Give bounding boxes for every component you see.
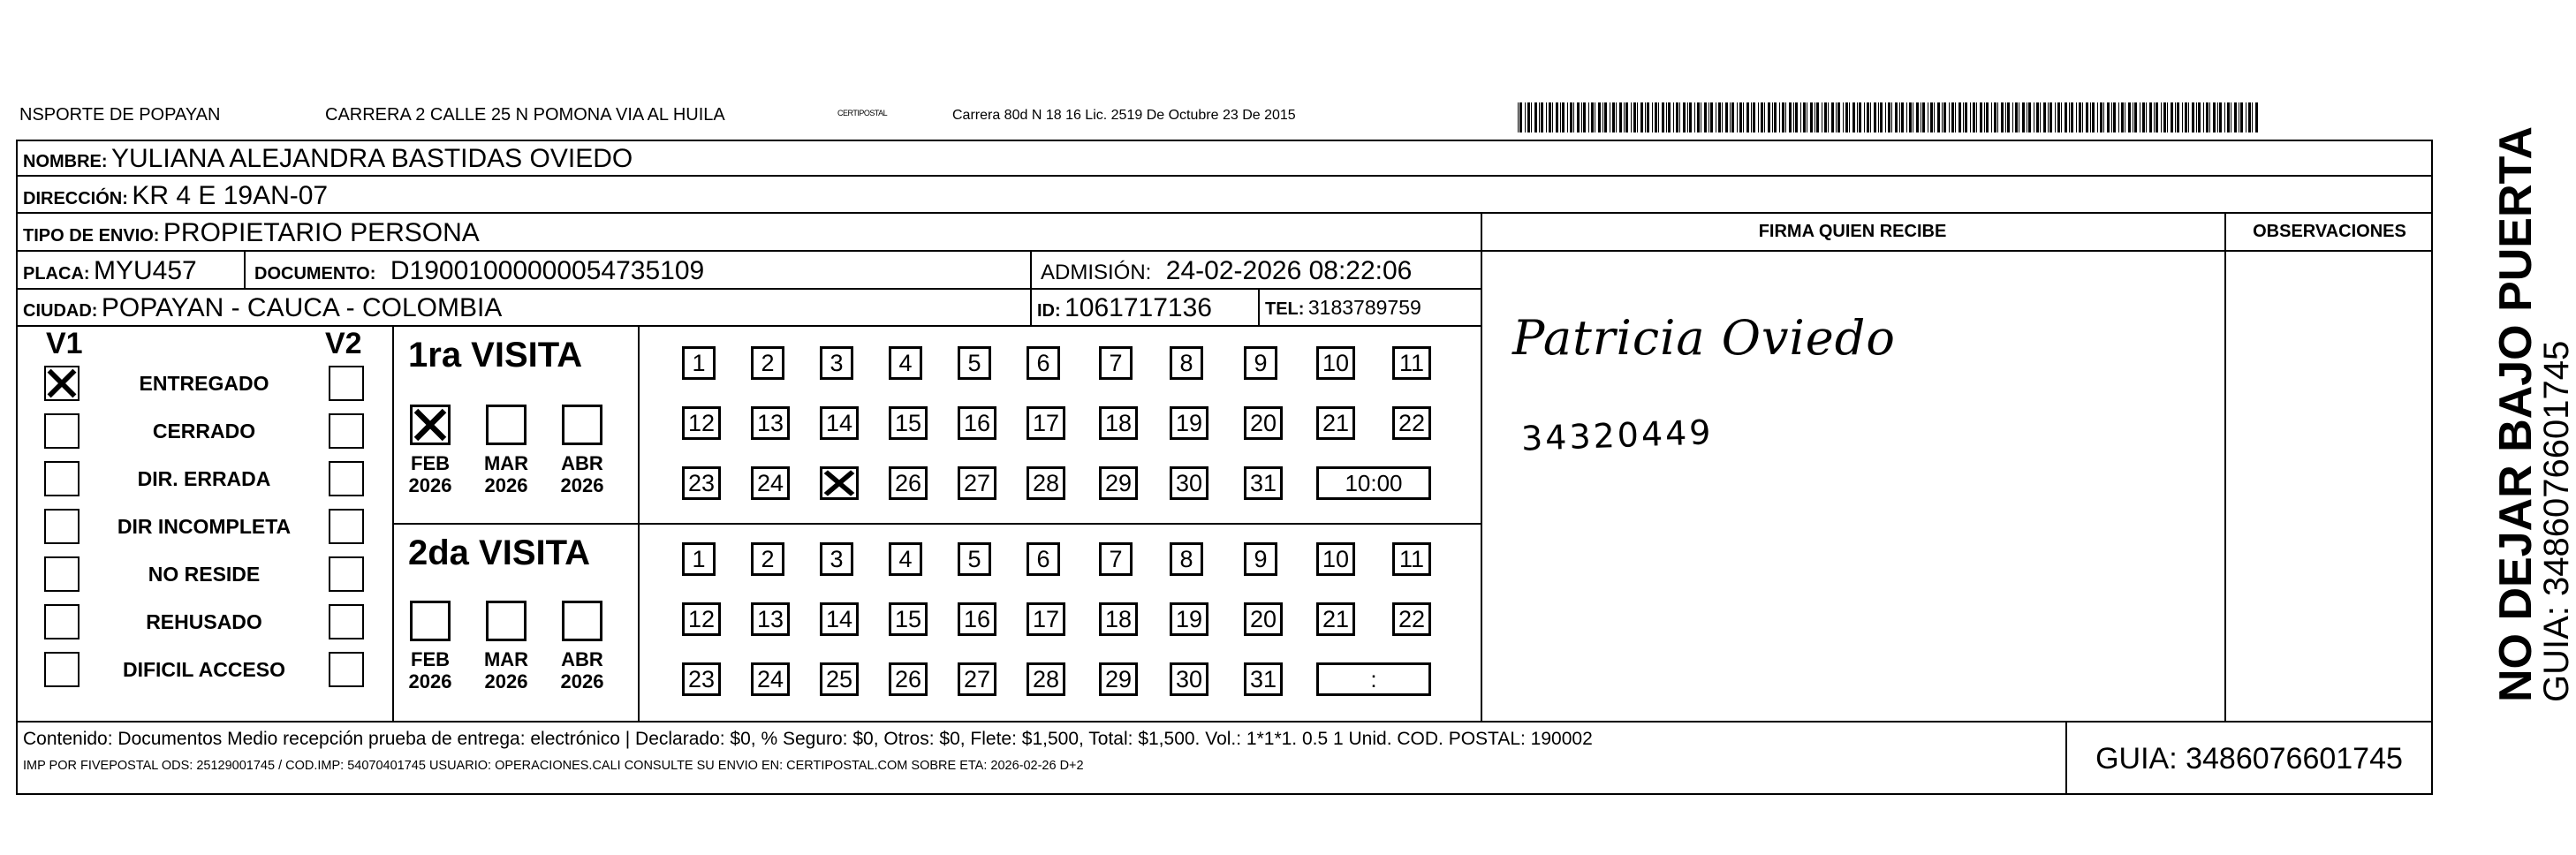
month-year: 2026 xyxy=(408,474,452,497)
v2-checkbox[interactable] xyxy=(329,604,364,639)
month-year: 2026 xyxy=(560,670,604,693)
rule-row5 xyxy=(16,325,1481,327)
admission-row xyxy=(1041,258,1412,284)
visit1-title: 1ra VISITA xyxy=(408,336,583,375)
v1-checkbox[interactable] xyxy=(44,556,80,592)
month-checkbox[interactable] xyxy=(410,405,451,445)
day-box[interactable]: 29 xyxy=(1099,466,1138,500)
month-checkbox[interactable] xyxy=(410,601,451,641)
day-box[interactable]: 3 xyxy=(820,346,853,380)
month-label xyxy=(468,452,544,497)
day-box[interactable]: 20 xyxy=(1244,602,1283,636)
footer-content: Contenido: Documentos Medio recepción prueba de entrega: electrónico | Declarado: $0, % Seguro: $0, Otros: $0, Flete: $1,500, Total: $1,500. Vol.: 1*1*1. 0.5 1 Unid. COD. POSTAL: 190002 xyxy=(23,729,1593,749)
side-warning: NO DEJAR BAJO PUERTA xyxy=(2490,125,2542,702)
visit2-title: 2da VISITA xyxy=(408,533,590,572)
type-row xyxy=(23,220,480,246)
rule-row1 xyxy=(16,175,2433,177)
day-box[interactable]: 15 xyxy=(889,602,928,636)
guia-number: GUIA: 3486076601745 xyxy=(2095,742,2403,776)
month-year: 2026 xyxy=(484,474,528,497)
day-box[interactable]: 23 xyxy=(682,466,721,500)
rule-tel-split xyxy=(1258,288,1260,325)
day-box[interactable]: 18 xyxy=(1099,406,1138,440)
barcode xyxy=(1518,102,2262,132)
rule-row3 xyxy=(16,250,1481,252)
day-box[interactable]: 31 xyxy=(1244,662,1283,696)
day-box[interactable]: 7 xyxy=(1099,542,1133,576)
plate-row xyxy=(23,258,197,284)
day-box[interactable]: 26 xyxy=(889,466,928,500)
id-row xyxy=(1037,295,1212,322)
month-name: FEB xyxy=(411,452,450,474)
type-label: TIPO DE ENVIO: xyxy=(23,226,160,246)
v2-checkbox[interactable] xyxy=(329,366,364,401)
admission-value: 24-02-2026 08:22:06 xyxy=(1165,256,1413,285)
day-box[interactable]: 5 xyxy=(958,542,991,576)
document-value: D19001000000054735109 xyxy=(390,256,705,285)
day-box[interactable] xyxy=(820,466,859,500)
rule-right-header xyxy=(1481,250,2433,252)
status-label: ENTREGADO xyxy=(139,372,269,395)
day-box[interactable]: 30 xyxy=(1170,662,1208,696)
day-box[interactable]: 18 xyxy=(1099,602,1138,636)
day-box[interactable]: 19 xyxy=(1170,602,1208,636)
v1-checkbox[interactable] xyxy=(44,366,80,401)
status-label: REHUSADO xyxy=(146,610,262,633)
day-box[interactable]: 5 xyxy=(958,346,991,380)
day-box[interactable]: 13 xyxy=(751,406,790,440)
day-box[interactable]: 8 xyxy=(1170,542,1203,576)
day-box[interactable]: 11 xyxy=(1392,346,1431,380)
month-checkbox[interactable] xyxy=(562,601,602,641)
day-box[interactable]: 31 xyxy=(1244,466,1283,500)
month-label xyxy=(544,648,620,693)
day-box[interactable]: 21 xyxy=(1316,602,1355,636)
id-value: 1061717136 xyxy=(1064,293,1212,322)
day-box[interactable]: 4 xyxy=(889,542,922,576)
day-box[interactable]: 13 xyxy=(751,602,790,636)
rule-admission-split xyxy=(1030,250,1032,325)
day-box[interactable]: 22 xyxy=(1392,602,1431,636)
month-label xyxy=(544,452,620,497)
company-name: NSPORTE DE POPAYAN xyxy=(19,105,221,125)
day-box[interactable]: 15 xyxy=(889,406,928,440)
document-label: DOCUMENTO: xyxy=(254,264,376,284)
day-box[interactable]: 6 xyxy=(1027,542,1060,576)
day-box[interactable]: 8 xyxy=(1170,346,1203,380)
signature-header: FIRMA QUIEN RECIBE xyxy=(1758,222,1947,241)
month-checkbox[interactable] xyxy=(486,405,527,445)
day-box[interactable]: 2 xyxy=(751,542,784,576)
day-box[interactable]: 25 xyxy=(820,662,859,696)
day-box[interactable]: 4 xyxy=(889,346,922,380)
tel-row xyxy=(1265,298,1421,318)
v1-header: V1 xyxy=(46,327,83,360)
observations-header: OBSERVACIONES xyxy=(2253,222,2406,241)
plate-value: MYU457 xyxy=(94,256,197,285)
day-box[interactable]: 24 xyxy=(751,466,790,500)
day-box[interactable]: 17 xyxy=(1027,406,1065,440)
month-label xyxy=(392,648,468,693)
day-box[interactable]: 19 xyxy=(1170,406,1208,440)
day-box[interactable]: 12 xyxy=(682,602,721,636)
month-label xyxy=(392,452,468,497)
admission-label: ADMISIÓN: xyxy=(1041,261,1152,284)
tel-value: 3183789759 xyxy=(1307,296,1421,319)
day-box[interactable]: 16 xyxy=(958,406,996,440)
certipostal-logo: CERTIPOSTAL xyxy=(837,109,888,117)
day-box[interactable]: 17 xyxy=(1027,602,1065,636)
handwritten-signature: Patricia Oviedo xyxy=(1512,310,1896,366)
rule-row4 xyxy=(16,288,1481,290)
rule-visit-split xyxy=(392,523,1481,525)
month-name: ABR xyxy=(561,648,603,670)
day-box[interactable]: 1 xyxy=(682,346,716,380)
day-box[interactable]: 28 xyxy=(1027,662,1065,696)
month-name: ABR xyxy=(561,452,603,474)
v2-checkbox[interactable] xyxy=(329,461,364,496)
city-row xyxy=(23,295,502,322)
day-box[interactable]: 6 xyxy=(1027,346,1060,380)
day-box[interactable]: 3 xyxy=(820,542,853,576)
id-label: ID: xyxy=(1037,301,1061,321)
rule-days-left xyxy=(638,325,640,723)
status-label: DIR INCOMPLETA xyxy=(117,515,292,538)
document-row xyxy=(254,258,704,284)
v2-checkbox[interactable] xyxy=(329,509,364,544)
month-label xyxy=(468,648,544,693)
day-box[interactable]: 27 xyxy=(958,662,996,696)
name-label: NOMBRE: xyxy=(23,152,108,171)
day-box[interactable]: 27 xyxy=(958,466,996,500)
day-box[interactable]: 16 xyxy=(958,602,996,636)
status-label: CERRADO xyxy=(152,420,256,443)
time-box[interactable]: 10:00 xyxy=(1316,466,1431,500)
month-name: FEB xyxy=(411,648,450,670)
day-box[interactable]: 10 xyxy=(1316,346,1355,380)
city-label: CIUDAD: xyxy=(23,301,98,321)
tel-label: TEL: xyxy=(1265,299,1305,319)
license-text: Carrera 80d N 18 16 Lic. 2519 De Octubre 23 De 2015 xyxy=(952,108,1296,123)
v1-checkbox[interactable] xyxy=(44,509,80,544)
status-label: DIR. ERRADA xyxy=(137,467,271,490)
month-year: 2026 xyxy=(560,474,604,497)
side-guia: GUIA: 3486076601745 xyxy=(2537,340,2576,702)
rule-plate-split xyxy=(244,250,246,288)
rule-row2 xyxy=(16,212,2433,214)
day-box[interactable]: 9 xyxy=(1244,542,1277,576)
day-box[interactable]: 29 xyxy=(1099,662,1138,696)
month-year: 2026 xyxy=(484,670,528,693)
day-box[interactable]: 11 xyxy=(1392,542,1431,576)
day-box[interactable]: 14 xyxy=(820,602,859,636)
recipient-address: KR 4 E 19AN-07 xyxy=(132,181,329,210)
day-box[interactable]: 9 xyxy=(1244,346,1277,380)
company-address: CARRERA 2 CALLE 25 N POMONA VIA AL HUILA xyxy=(325,105,725,125)
v2-checkbox[interactable] xyxy=(329,413,364,449)
v2-header: V2 xyxy=(325,327,362,360)
day-box[interactable]: 30 xyxy=(1170,466,1208,500)
day-box[interactable]: 22 xyxy=(1392,406,1431,440)
day-box[interactable]: 2 xyxy=(751,346,784,380)
month-name: MAR xyxy=(483,648,529,670)
month-checkbox[interactable] xyxy=(486,601,527,641)
day-box[interactable]: 20 xyxy=(1244,406,1283,440)
month-name: MAR xyxy=(483,452,529,474)
rule-obs-left xyxy=(2224,212,2226,723)
day-box[interactable]: 14 xyxy=(820,406,859,440)
status-label: NO RESIDE xyxy=(148,563,261,586)
day-box[interactable]: 28 xyxy=(1027,466,1065,500)
address-label: DIRECCIÓN: xyxy=(23,189,128,208)
v1-checkbox[interactable] xyxy=(44,413,80,449)
plate-label: PLACA: xyxy=(23,264,90,284)
time-box[interactable]: : xyxy=(1316,662,1431,696)
month-checkbox[interactable] xyxy=(562,405,602,445)
v1-checkbox[interactable] xyxy=(44,652,80,687)
day-box[interactable]: 7 xyxy=(1099,346,1133,380)
status-label: DIFICIL ACCESO xyxy=(122,658,285,681)
v1-checkbox[interactable] xyxy=(44,461,80,496)
day-box[interactable]: 12 xyxy=(682,406,721,440)
day-box[interactable]: 24 xyxy=(751,662,790,696)
day-box[interactable]: 1 xyxy=(682,542,716,576)
recipient-name: YULIANA ALEJANDRA BASTIDAS OVIEDO xyxy=(111,144,633,173)
day-box[interactable]: 26 xyxy=(889,662,928,696)
day-box[interactable]: 23 xyxy=(682,662,721,696)
v1-checkbox[interactable] xyxy=(44,604,80,639)
shipment-type: PROPIETARIO PERSONA xyxy=(163,218,480,247)
name-row xyxy=(23,146,633,172)
day-box[interactable]: 21 xyxy=(1316,406,1355,440)
rule-sig-left xyxy=(1481,212,1482,723)
month-year: 2026 xyxy=(408,670,452,693)
day-box[interactable]: 10 xyxy=(1316,542,1355,576)
address-row xyxy=(23,183,328,209)
signer-number: 34320449 xyxy=(1520,412,1715,458)
footer-imp: IMP POR FIVEPOSTAL ODS: 25129001745 / COD.IMP: 54070401745 USUARIO: OPERACIONES.CALI CONSULTE SU ENVIO EN: CERTIPOSTAL.COM SOBRE ETA: 2026-02-26 D+2 xyxy=(23,759,1084,773)
city-value: POPAYAN - CAUCA - COLOMBIA xyxy=(101,293,503,322)
v2-checkbox[interactable] xyxy=(329,556,364,592)
v2-checkbox[interactable] xyxy=(329,652,364,687)
